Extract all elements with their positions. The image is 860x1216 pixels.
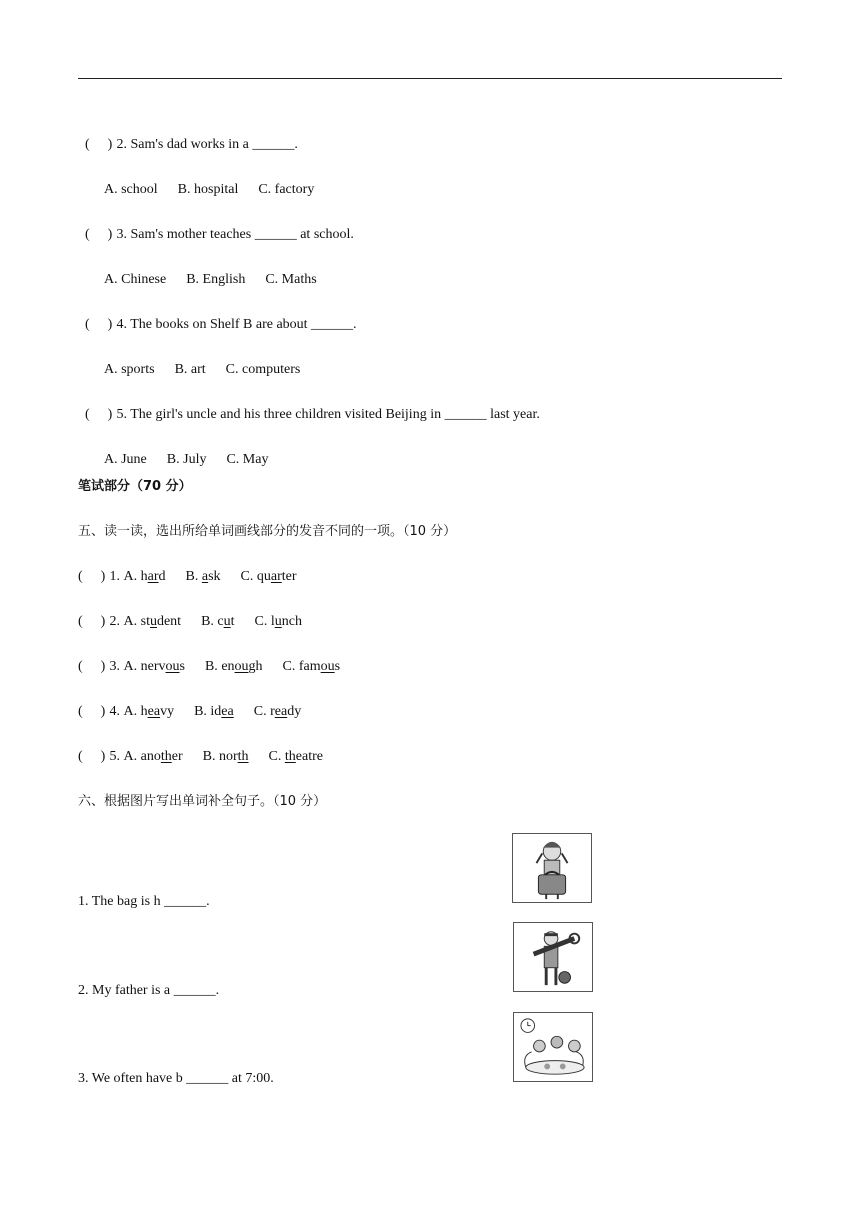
underlined-letters: ea	[147, 704, 161, 719]
fill-sentence-3: 3. We often have b ______ at 7:00.	[78, 1071, 274, 1086]
item-number: 2.	[109, 614, 120, 629]
phonics-item-4	[78, 703, 301, 721]
answer-blank[interactable]: ( )	[78, 569, 106, 584]
underlined-letters: ou	[165, 659, 180, 674]
option: B. hospital	[177, 182, 239, 197]
phonics-option: C. lunch	[254, 614, 302, 629]
phonics-item-2	[78, 613, 302, 631]
answer-blank[interactable]: ( )	[78, 614, 106, 629]
girl-heavy-bag-image	[512, 833, 592, 903]
underlined-letters: u	[223, 614, 231, 629]
question-2-options	[97, 163, 314, 199]
option: B. English	[186, 272, 246, 287]
phonics-item-5	[78, 748, 323, 766]
option: C. factory	[258, 182, 315, 197]
option: A. sports	[104, 362, 155, 377]
item-number: 3.	[109, 659, 120, 674]
option: C. Maths	[265, 272, 317, 287]
phonics-option: C. famous	[282, 659, 341, 674]
section-6-title: 六、根据图片写出单词补全句子。（10 分）	[78, 794, 327, 809]
underlined-letters: th	[284, 749, 296, 764]
phonics-option: B. cut	[201, 614, 235, 629]
family-breakfast-image	[513, 1012, 593, 1082]
phonics-option: A. hard	[123, 569, 166, 584]
phonics-option: C. ready	[253, 704, 302, 719]
phonics-option: A. nervous	[123, 659, 185, 674]
option: C. computers	[225, 362, 301, 377]
fill-sentence-1: 1. The bag is h ______.	[78, 894, 210, 909]
section-5-title: 五、读一读，选出所给单词画线部分的发音不同的一项。（10 分）	[78, 524, 457, 539]
option: B. art	[174, 362, 206, 377]
phonics-option: B. enough	[204, 659, 263, 674]
option: A. June	[104, 452, 147, 467]
underlined-letters: a	[201, 569, 209, 584]
question-3: ( ) 3. Sam's mother teaches ______ at school.	[85, 227, 354, 242]
item-number: 5.	[109, 749, 120, 764]
phonics-item-1	[78, 568, 297, 586]
underlined-letters: ar	[270, 569, 282, 584]
phonics-option: A. heavy	[123, 704, 175, 719]
underlined-letters: ar	[147, 569, 159, 584]
phonics-option: B. idea	[194, 704, 234, 719]
question-3-options	[97, 253, 317, 289]
question-4: ( ) 4. The books on Shelf B are about ______.	[85, 317, 357, 332]
underlined-letters: u	[149, 614, 157, 629]
underlined-letters: u	[274, 614, 282, 629]
phonics-option: A. student	[123, 614, 182, 629]
question-4-options	[97, 343, 300, 379]
option: C. May	[226, 452, 269, 467]
header-rule	[78, 78, 782, 79]
item-number: 4.	[109, 704, 120, 719]
underlined-letters: ea	[274, 704, 288, 719]
item-number: 1.	[109, 569, 120, 584]
question-2: ( ) 2. Sam's dad works in a ______.	[85, 137, 298, 152]
option: A. school	[104, 182, 158, 197]
phonics-option: C. theatre	[268, 749, 323, 764]
underlined-letters: ou	[234, 659, 249, 674]
answer-blank[interactable]: ( )	[78, 749, 106, 764]
answer-blank[interactable]: ( )	[78, 659, 106, 674]
fill-sentence-2: 2. My father is a ______.	[78, 983, 220, 998]
written-part-heading: 笔试部分（70 分）	[78, 479, 192, 494]
phonics-item-3	[78, 658, 340, 676]
answer-blank[interactable]: ( )	[78, 704, 106, 719]
question-5-options	[97, 433, 268, 469]
phonics-option: B. ask	[185, 569, 221, 584]
underlined-letters: th	[237, 749, 249, 764]
phonics-option: C. quarter	[240, 569, 297, 584]
option: A. Chinese	[104, 272, 167, 287]
question-5: ( ) 5. The girl's uncle and his three children visited Beijing in ______ last year.	[85, 407, 540, 422]
phonics-option: B. north	[202, 749, 249, 764]
worker-wrench-image	[513, 922, 593, 992]
underlined-letters: ou	[320, 659, 335, 674]
underlined-letters: th	[160, 749, 172, 764]
phonics-option: A. another	[123, 749, 183, 764]
option: B. July	[166, 452, 207, 467]
underlined-letters: ea	[221, 704, 234, 719]
